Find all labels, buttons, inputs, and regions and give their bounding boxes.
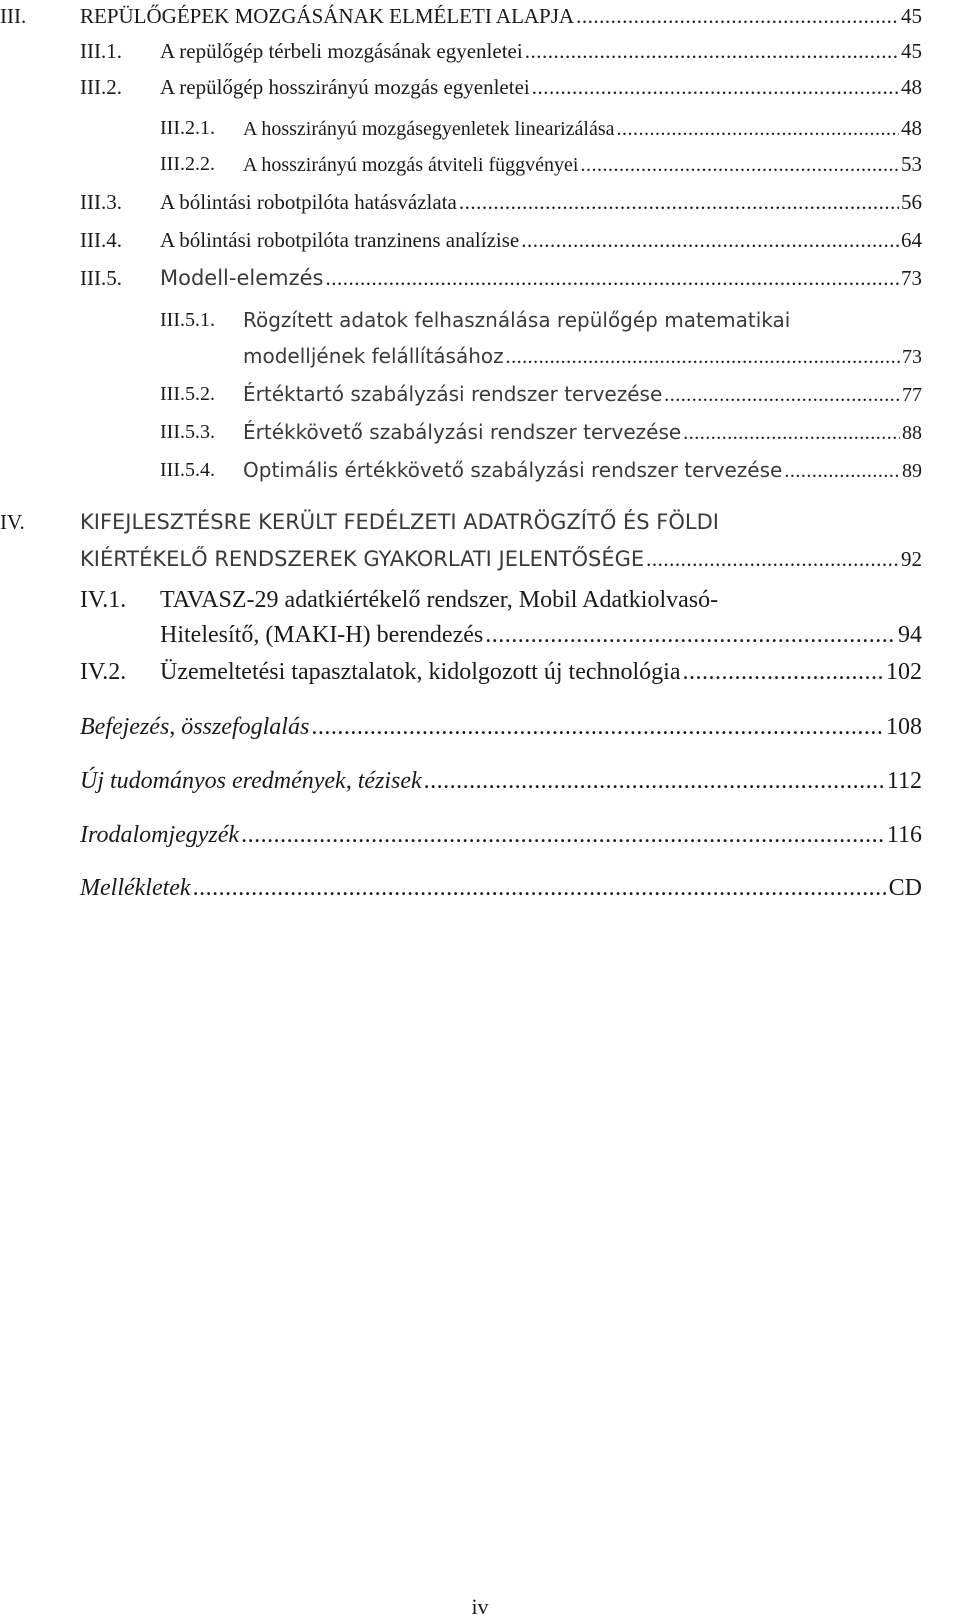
toc-page-number: 73 — [901, 266, 922, 290]
toc-page-number: 48 — [901, 75, 922, 99]
toc-entry[interactable] — [160, 192, 922, 213]
toc-entry[interactable] — [80, 876, 922, 900]
toc-number: III.1. — [80, 39, 122, 63]
toc-leader-dots — [325, 268, 899, 289]
toc-page-number: 102 — [886, 659, 922, 685]
toc-page-number: 108 — [886, 714, 922, 740]
toc-leader-dots — [580, 155, 899, 175]
toc-leader-dots — [646, 549, 899, 570]
toc-number: III.4. — [80, 228, 122, 252]
toc-page-number: 48 — [901, 116, 922, 140]
toc-entry-title: A repülőgép hosszirányú mozgás egyenletei — [160, 75, 530, 99]
toc-entry-title: REPÜLŐGÉPEK MOZGÁSÁNAK ELMÉLETI ALAPJA — [80, 4, 575, 28]
toc-number: III.5.1. — [160, 309, 215, 331]
toc-number: IV.2. — [80, 659, 127, 685]
toc-entry-title: A bólintási robotpilóta tranzinens analízise — [160, 228, 520, 252]
toc-entry[interactable] — [80, 6, 922, 27]
toc-page-number: 45 — [901, 4, 922, 28]
toc-page-number: 92 — [901, 547, 922, 571]
toc-number: III.2. — [80, 75, 122, 99]
toc-entry[interactable] — [160, 230, 922, 251]
toc-page-number: 45 — [901, 39, 922, 63]
toc-entry-title: A hosszirányú mozgás átviteli függvényei — [243, 154, 579, 176]
toc-entry[interactable] — [80, 823, 922, 847]
toc-entry[interactable] — [80, 549, 922, 570]
toc-entry[interactable] — [160, 41, 922, 62]
toc-leader-dots — [506, 347, 900, 367]
toc-entry-title: modelljének felállításához — [243, 344, 504, 368]
toc-page-number: 53 — [901, 152, 922, 176]
toc-page-number: 77 — [902, 384, 922, 406]
toc-entry-title: Irodalomjegyzék — [80, 822, 240, 848]
toc-leader-dots — [424, 769, 885, 793]
toc-leader-dots — [683, 660, 885, 684]
toc-leader-dots — [683, 423, 900, 443]
toc-leader-dots — [311, 715, 884, 739]
toc-entry[interactable] — [160, 77, 922, 98]
toc-entry[interactable] — [243, 118, 922, 139]
toc-number: III.2.1. — [160, 117, 215, 139]
toc-leader-dots — [485, 623, 896, 647]
toc-entry-title: Hitelesítő, (MAKI-H) berendezés — [160, 622, 484, 648]
toc-number: III.5. — [80, 266, 122, 290]
toc-entry-title: Értékkövető szabályzási rendszer tervezése — [243, 420, 682, 444]
toc-number: III.3. — [80, 190, 122, 214]
toc-entry-title: Rögzített adatok felhasználása repülőgép matematikai — [243, 308, 791, 332]
toc-leader-dots — [617, 119, 899, 139]
toc-leader-dots — [532, 77, 899, 98]
toc-entry-title: Új tudományos eredmények, tézisek — [80, 768, 422, 794]
toc-number: IV. — [0, 510, 25, 534]
toc-page-number: 89 — [902, 460, 922, 482]
toc-entry[interactable] — [80, 715, 922, 739]
toc-leader-dots — [664, 385, 900, 405]
toc-entry-title: Optimális értékkövető szabályzási rendszer tervezése — [243, 458, 783, 482]
toc-entry-title: A repülőgép térbeli mozgásának egyenletei — [160, 39, 523, 63]
toc-leader-dots — [241, 823, 885, 847]
toc-entry[interactable] — [243, 384, 922, 405]
toc-entry-title: Üzemeltetési tapasztalatok, kidolgozott új technológia — [160, 659, 681, 685]
toc-entry-title: Befejezés, összefoglalás — [80, 714, 310, 740]
toc-entry-title: A hosszirányú mozgásegyenletek linearizálása — [243, 118, 615, 140]
toc-entry[interactable] — [160, 660, 922, 684]
toc-entry-title: KIFEJLESZTÉSRE KERÜLT FEDÉLZETI ADATRÖGZÍTŐ ÉS FÖLDI — [80, 510, 719, 534]
toc-entry[interactable] — [243, 460, 922, 481]
toc-entry-title: Mellékletek — [80, 875, 191, 901]
toc-leader-dots — [525, 41, 899, 62]
toc-number: IV.1. — [80, 587, 127, 613]
toc-entry-title: TAVASZ-29 adatkiértékelő rendszer, Mobil Adatkiolvasó- — [160, 587, 719, 613]
toc-leader-dots — [521, 230, 899, 251]
toc-leader-dots — [576, 6, 899, 27]
toc-page-number: CD — [888, 875, 922, 901]
toc-page-number: 88 — [902, 422, 922, 444]
toc-number: III.5.3. — [160, 421, 215, 443]
toc-leader-dots — [784, 461, 900, 481]
toc-entry-title: A bólintási robotpilóta hatásvázlata — [160, 190, 457, 214]
toc-page-number: 116 — [886, 822, 922, 848]
toc-page-number: 94 — [898, 622, 922, 648]
toc-number: III.2.2. — [160, 153, 215, 175]
toc-number: III. — [0, 4, 27, 28]
toc-number: III.5.4. — [160, 459, 215, 481]
toc-page-number: 112 — [886, 768, 922, 794]
toc-entry[interactable] — [160, 268, 922, 289]
toc-leader-dots — [459, 192, 899, 213]
toc-entry[interactable] — [80, 769, 922, 793]
toc-entry-title: KIÉRTÉKELŐ RENDSZEREK GYAKORLATI JELENTŐSÉGE — [80, 547, 645, 571]
toc-entry[interactable] — [243, 154, 922, 175]
toc-entry-title: Értéktartó szabályzási rendszer tervezése — [243, 382, 663, 406]
page-footer-number: iv — [471, 1594, 489, 1619]
toc-entry-title: Modell-elemzés — [160, 266, 324, 290]
toc-entry[interactable] — [243, 346, 922, 367]
toc-entry[interactable] — [243, 422, 922, 443]
toc-page-number: 73 — [902, 346, 922, 368]
toc-page-number: 64 — [901, 228, 922, 252]
toc-entry[interactable] — [160, 623, 922, 647]
toc-leader-dots — [193, 876, 887, 900]
toc-number: III.5.2. — [160, 383, 215, 405]
toc-page-number: 56 — [901, 190, 922, 214]
